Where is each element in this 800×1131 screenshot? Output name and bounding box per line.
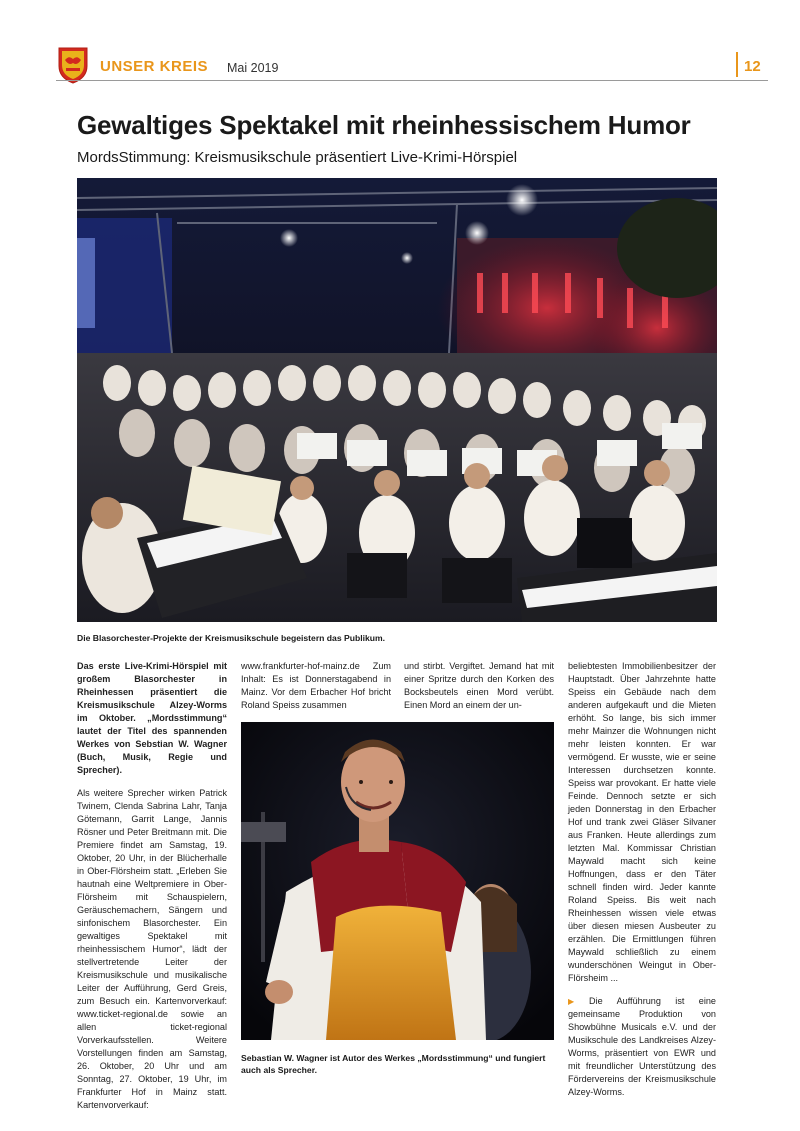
coat-of-arms-icon [58, 46, 88, 84]
article-column-2 [241, 660, 391, 722]
article-column-4 [568, 660, 716, 1109]
issue-date: Mai 2019 [227, 61, 279, 75]
article-body-3: und stirbt. Vergiftet. Jemand hat mit einer Spritze durch den Korken des Bocksbeutels einen Mord verübt. Einen Mord an einem der un- [404, 661, 554, 710]
performer-photo [241, 722, 554, 1040]
article-lead: Das erste Live-Krimi-Hörspiel mit großem Blasorchester in Rheinhessen präsentiert die Kreismusikschule Alzey-Worms im Oktober. „Mordsstimmung“ lautet der Titel des spannenden Werkes von Sebstian W. Wagner (Buch, Musik, Regie und Sprecher). [77, 661, 227, 775]
article-subheadline: MordsStimmung: Kreismusikschule präsentiert Live-Krimi-Hörspiel [77, 149, 518, 166]
article-column-3 [404, 660, 554, 722]
article-production-note [568, 995, 716, 1099]
page-header [0, 0, 800, 90]
page-number-divider [736, 52, 738, 77]
production-note-text: Die Aufführung ist eine gemeinsame Produktion von Showbühne Musicals e.V. und der Musikschule des Landkreises Alzey-Worms, präsentiert von EWR und mit freundlicher Unterstützung des Fördervereins der Kreismusikschule Alzey-Worms. [568, 996, 716, 1097]
section-title: UNSER KREIS [100, 58, 209, 75]
header-divider [56, 80, 768, 81]
main-photo-caption: Die Blasorchester-Projekte der Kreismusikschule begeistern das Publikum. [77, 633, 386, 643]
article-column-1 [77, 660, 227, 1122]
article-body-2: www.frankfurter-hof-mainz.de Zum Inhalt: Es ist Donnerstagabend in Mainz. Vor dem Erbacher Hof bricht Roland Speiss zusammen [241, 661, 391, 710]
article-headline: Gewaltiges Spektakel mit rheinhessischem Humor [77, 110, 691, 140]
article-body-1: Als weitere Sprecher wirken Patrick Twinem, Clenda Sabrina Lahr, Tanja Götemann, Garrit Lange, Jannis Rösner und Peter Breitmann mit. Die Premiere findet am Samstag, 19. Oktober, 20 Uhr, in der Blücherhalle in Ober-Flörsheim statt. „Erleben Sie hautnah eine Weltpremiere in Ober-Flörsheim mit Schauspielern, Geräuschemachern, Sängern und sinfonischem Blasorchester. Ein gewaltiges Spektakel mit rheinhessischem Humor“, lädt der stellvertretende Leiter der Kreismusikschule und musikalische Leiter der Aufführung, Gerd Greis, zum Besuch ein. Kartenvorverkauf: www.ticket-regional.de sowie an allen ticket-regional Vorverkaufsstellen. Weitere Vorstellungen finden am Samstag, 26. Oktober, 20 Uhr und am Sonntag, 27. Oktober, 19 Uhr, im Frankfurter Hof in Mainz statt. Kartenvorverkauf: [77, 788, 227, 1110]
triangle-bullet-icon: ▶ [568, 997, 587, 1006]
orchestra-stage-photo [77, 178, 717, 622]
inset-photo-caption: Sebastian W. Wagner ist Autor des Werkes „Mordsstimmung“ und fungiert auch als Sprecher. [241, 1053, 546, 1075]
article-body-4: beliebtesten Immobilienbesitzer der Hauptstadt. Über Jahrzehnte hatte Speiss ein Gebäude nach dem anderen aufgekauft und die Mieten erhöht. So lange, bis sich immer mehr Mainzer die Wohnungen nicht mehr leisten konnten. Er war vermögend. Er wusste, wie er seine Interessen durchsetzen konnte. Speiss war provokant. Er hatte viele Feinde. Dennoch setzte er sich jeden Donnerstag in den Erbacher Hof und trank zwei Gläser Silvaner aus Franken. Heute allerdings zum letzten Mal. Kommissar Christian Maywald macht sich keine Hoffnungen, dass er den Täter schnell finden wird. Jeder kannte Roland Speiss. Bis weit nach Rheinhessen wissen viele etwas über diesen miesen Ausbeuter zu erzählen. Die Ermittlungen führen Maywald schließlich zu einem wunderschönen Weingut in Ober-Flörsheim ... [568, 661, 716, 983]
page-number: 12 [744, 58, 761, 75]
